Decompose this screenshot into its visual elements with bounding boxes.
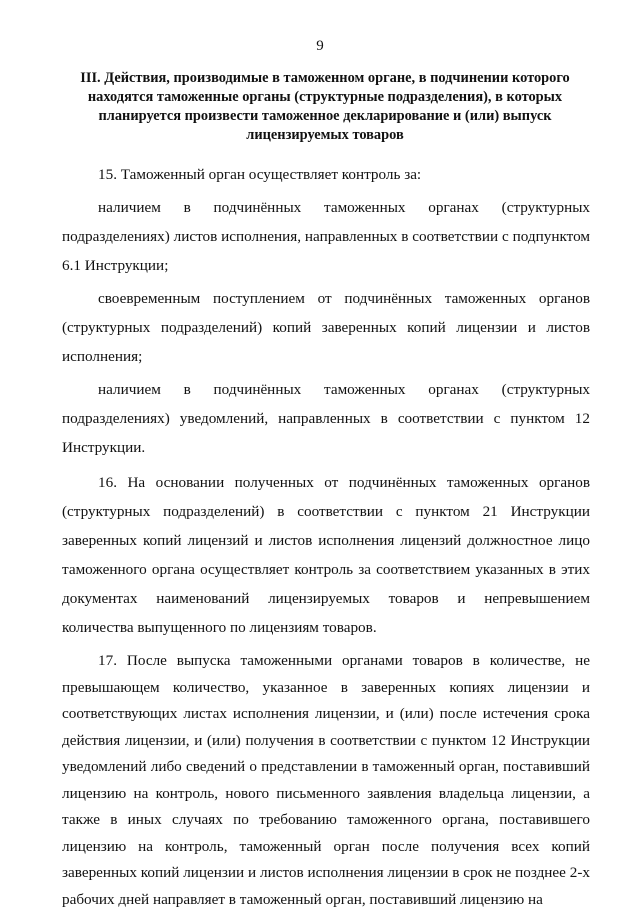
section-heading: III. Действия, производимые в таможенном органе, в подчинении которого находятся таможенные органы (структурные подразделения), в которых планируется произвести таможенное декларирование и (или) выпуск лицензируемых товаров [80,70,570,143]
paragraph-15-item-1: наличием в подчинённых таможенных органах (структурных подразделениях) листов исполнения, направленных в соответствии с подпунктом 6.1 Инструкции; [62,199,590,274]
paragraph-15-item-3: наличием в подчинённых таможенных органах (структурных подразделениях) уведомлений, направленных в соответствии с пунктом 12 Инструкции. [62,381,590,456]
body-text [62,160,590,913]
paragraph-15-intro: 15. Таможенный орган осуществляет контроль за: [98,166,422,183]
paragraph-15-item-2: своевременным поступлением от подчинённых таможенных органов (структурных подразделений) копий заверенных копий лицензии и листов исполнения; [62,290,590,365]
paragraph-16: 16. На основании полученных от подчинённых таможенных органов (структурных подразделений) в соответствии с пунктом 21 Инструкции заверенных копий лицензий и листов исполнения лицензий должностное лицо таможенного органа осуществляет контроль за соответствием указанных в этих документах наименований лицензируемых товаров и непревышением количества выпущенного по лицензиям товаров. [62,474,590,636]
page-number: 9 [316,38,324,54]
paragraph-17: 17. После выпуска таможенными органами товаров в количестве, не превышающем количество, указанное в заверенных копиях лицензии и соответствующих листах исполнения лицензии, и (или) после истечения срока действия лицензии, и (или) получения в соответствии с пунктом 12 Инструкции уведомлений либо сведений о представлении в таможенный орган, поставивший лицензию на контроль, нового письменного заявления владельца лицензии, а также в иных случаях по требованию таможенного органа, поставившего лицензию на контроль, таможенный орган после получения всех копий заверенных копий лицензии и листов исполнения лицензии в срок не позднее 2-х рабочих дней направляет в таможенный орган, поставивший лицензию на [62,652,590,908]
